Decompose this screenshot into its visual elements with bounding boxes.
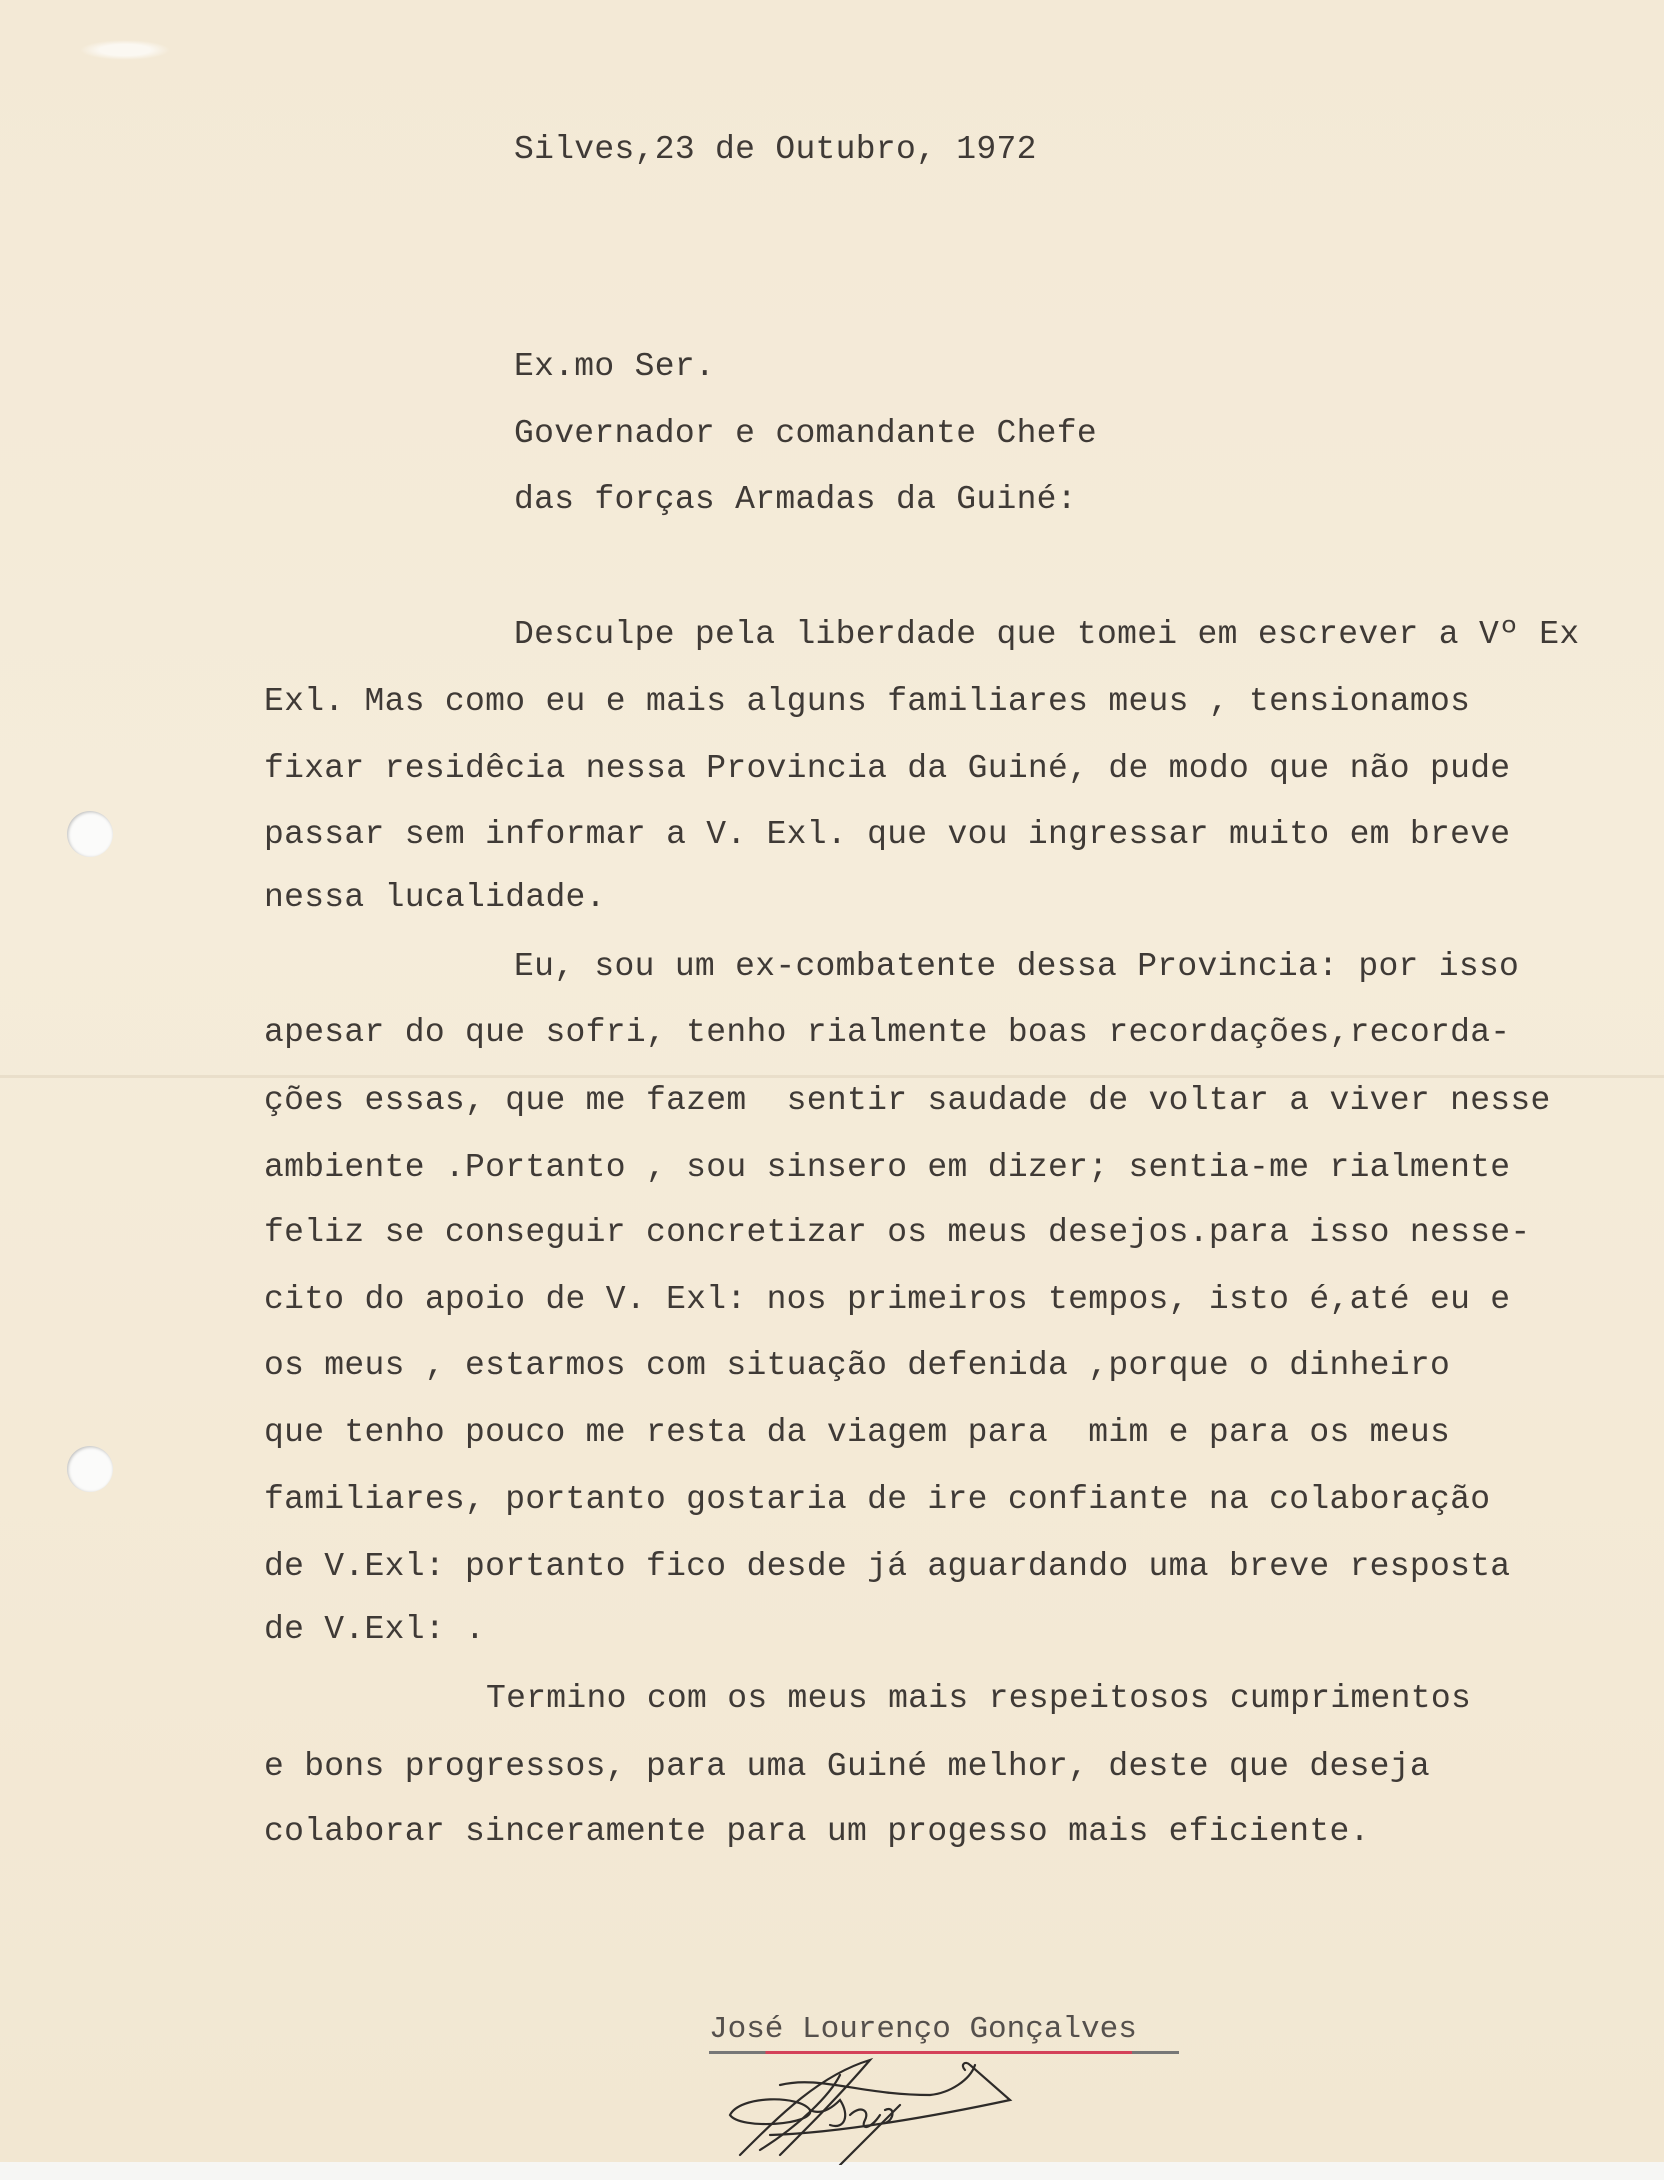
paper-smudge bbox=[80, 40, 170, 60]
body-line: ções essas, que me fazem sentir saudade de voltar a viver nesse bbox=[264, 1082, 1551, 1119]
body-line: ambiente .Portanto , sou sinsero em dizer; sentia-me rialmente bbox=[264, 1149, 1511, 1186]
body-line: nessa lucalidade. bbox=[264, 879, 606, 916]
punch-hole bbox=[67, 811, 113, 857]
body-line: Desculpe pela liberdade que tomei em escrever a Vº Ex bbox=[514, 616, 1580, 653]
signature-underline bbox=[709, 2051, 1179, 2054]
body-line: Termino com os meus mais respeitosos cumprimentos bbox=[486, 1680, 1472, 1717]
body-line: fixar residêcia nessa Provincia da Guiné, de modo que não pude bbox=[264, 750, 1511, 787]
salutation-line: das forças Armadas da Guiné: bbox=[514, 481, 1077, 518]
signature-name: José Lourenço Gonçalves bbox=[709, 2012, 1137, 2047]
body-line: feliz se conseguir concretizar os meus desejos.para isso nesse- bbox=[264, 1214, 1531, 1251]
body-line: Exl. Mas como eu e mais alguns familiares meus , tensionamos bbox=[264, 683, 1471, 720]
body-line: de V.Exl: portanto fico desde já aguardando uma breve resposta bbox=[264, 1548, 1511, 1585]
body-line: e bons progressos, para uma Guiné melhor, deste que deseja bbox=[264, 1748, 1430, 1785]
body-line: de V.Exl: . bbox=[264, 1611, 486, 1648]
body-line: os meus , estarmos com situação defenida ,porque o dinheiro bbox=[264, 1347, 1451, 1384]
body-line: apesar do que sofri, tenho rialmente boas recordações,recorda- bbox=[264, 1014, 1511, 1051]
punch-hole bbox=[67, 1446, 113, 1492]
salutation-line: Ex.mo Ser. bbox=[514, 348, 716, 385]
body-line: Eu, sou um ex-combatente dessa Provincia: por isso bbox=[514, 948, 1520, 985]
body-line: colaborar sinceramente para um progesso mais eficiente. bbox=[264, 1813, 1370, 1850]
body-line: cito do apoio de V. Exl: nos primeiros tempos, isto é,até eu e bbox=[264, 1281, 1511, 1318]
body-line: que tenho pouco me resta da viagem para mim e para os meus bbox=[264, 1414, 1451, 1451]
handwritten-signature bbox=[720, 2055, 1050, 2165]
paper-fold bbox=[0, 1075, 1664, 1078]
letter-date: Silves,23 de Outubro, 1972 bbox=[514, 131, 1037, 168]
body-line: familiares, portanto gostaria de ire confiante na colaboração bbox=[264, 1481, 1491, 1518]
salutation-line: Governador e comandante Chefe bbox=[514, 415, 1097, 452]
body-line: passar sem informar a V. Exl. que vou ingressar muito em breve bbox=[264, 816, 1511, 853]
